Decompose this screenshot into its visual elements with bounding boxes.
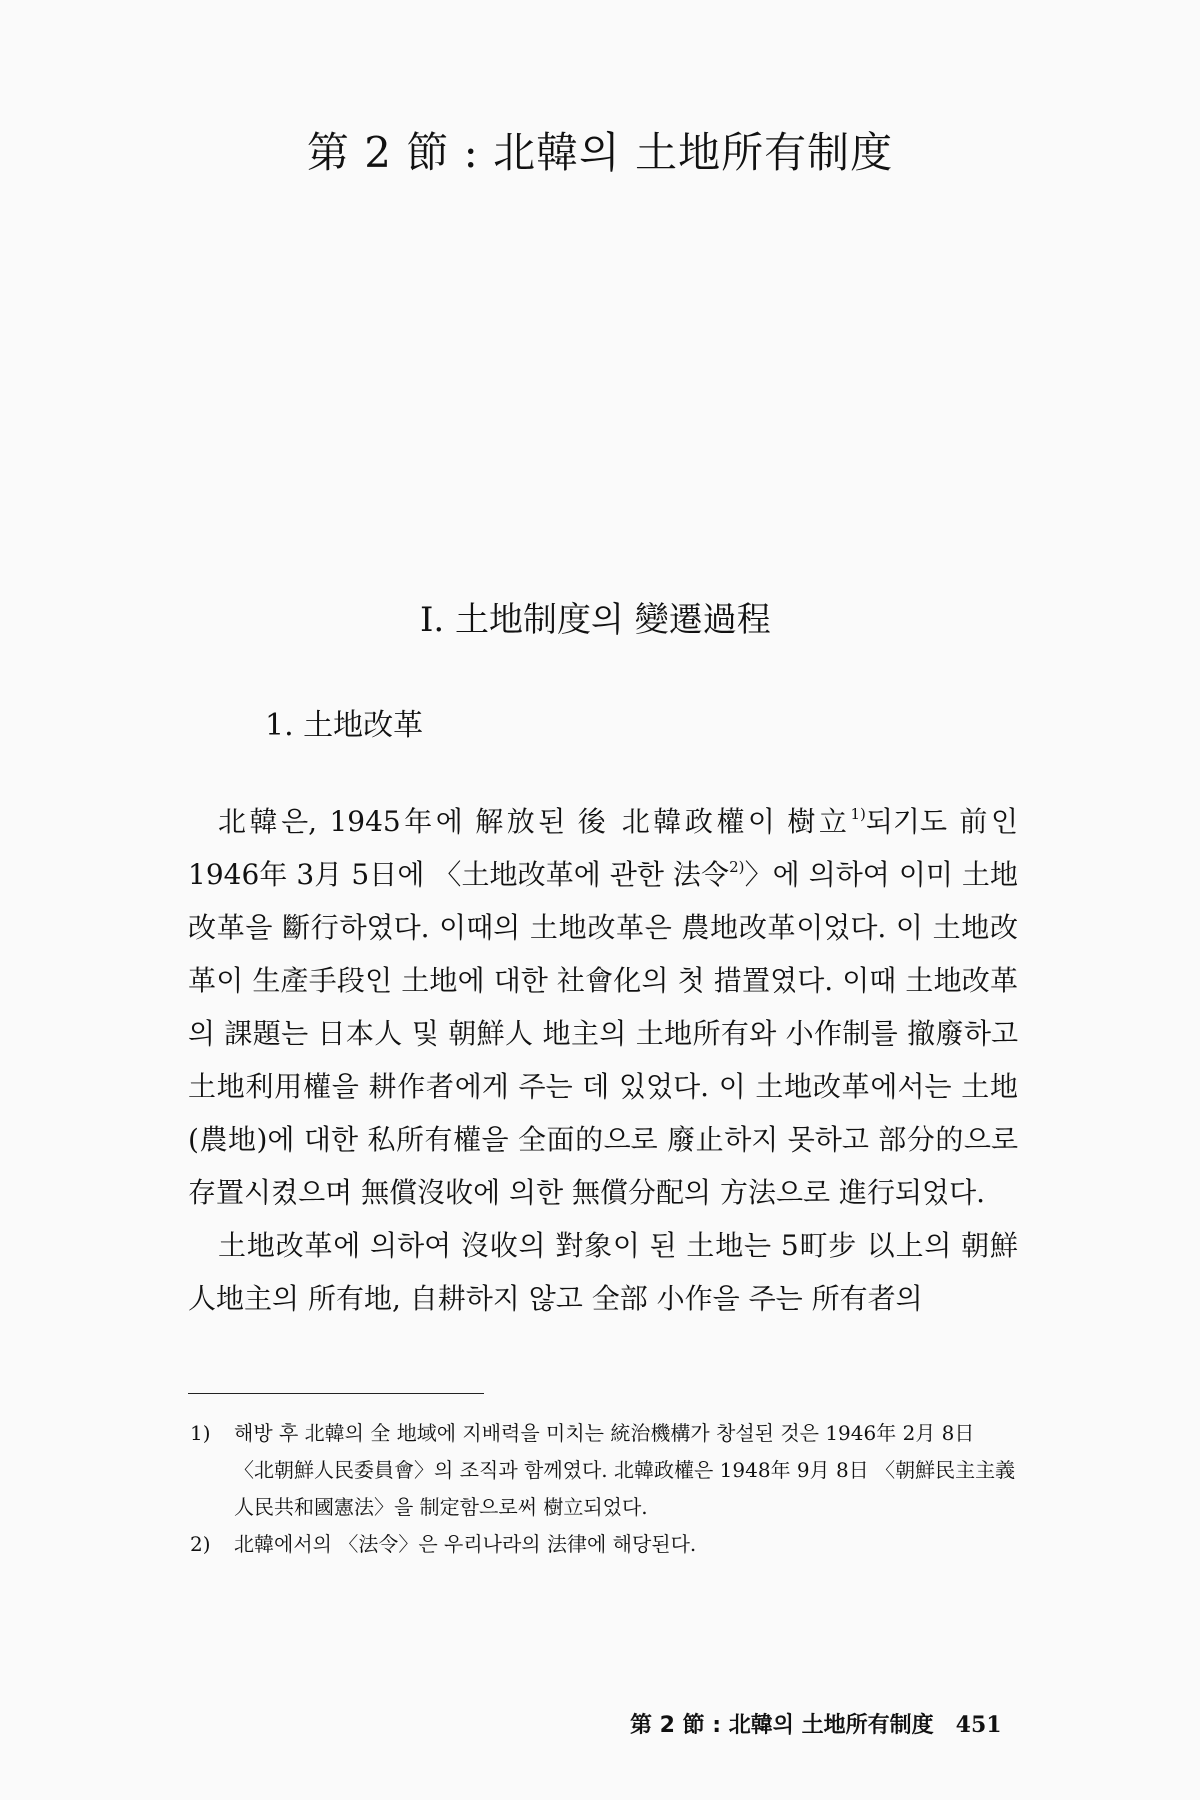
footnote-number: 2): [190, 1532, 211, 1556]
footnote-number: 1): [190, 1421, 211, 1445]
paragraph: 土地改革에 의하여 沒收의 對象이 된 土地는 5町步 以上의 朝鮮人地主의 所有地, 自耕하지 않고 全部 小作을 주는 所有者의: [188, 1229, 1018, 1315]
footnote-ref-2: 2): [729, 858, 745, 876]
sub-heading: 1. 土地改革: [265, 708, 424, 743]
page-footer: [630, 1708, 1002, 1739]
paragraph: [188, 795, 1018, 1219]
section-title: 第 2 節 : 北韓의 土地所有制度: [306, 128, 894, 177]
body-text: [188, 795, 1018, 1325]
footnote-text: 해방 후 北韓의 全 地域에 지배력을 미치는 統治機構가 창설된 것은 1946年 2月 8日 〈北朝鮮人民委員會〉의 조직과 함께였다. 北韓政權은 1948年 9月 8日 〈朝鮮民主主義人民共和國憲法〉을 制定함으로써 樹立되었다.: [234, 1421, 1016, 1519]
paragraph-text: 〉에 의하여 이미 土地改革을 斷行하였다. 이때의 土地改革은 農地改革이었다. 이 土地改革이 生產手段인 土地에 대한 社會化의 첫 措置였다. 이때 土地改革의 課題는 日本人 및 朝鮮人 地主의 土地所有와 小作制를 撤廢하고 土地利用權을 耕作者에게 주는 데 있었다. 이 土地改革에서는 土地(農地)에 대한 私所有權을 全面的으로 廢止하지 못하고 部分的으로 存置시켰으며 無償沒收에 의한 無償分配의 方法으로 進行되었다.: [188, 858, 1018, 1209]
footnote-ref-1: 1): [850, 805, 866, 823]
running-title: 第 2 節 : 北韓의 土地所有制度: [630, 1713, 934, 1738]
footnote-2: [188, 1526, 1018, 1563]
footnote-text: 北韓에서의 〈法令〉은 우리나라의 法律에 해당된다.: [234, 1532, 697, 1556]
footnotes: [188, 1415, 1018, 1563]
footnote-1: [188, 1415, 1018, 1526]
paragraph-text: 北韓은, 1945年에 解放된 後 北韓政權이 樹立: [218, 805, 851, 838]
paragraph-text: 되기도 前인 1946年 3月 5日에 〈土地改革에 관한 法令: [188, 805, 1019, 891]
page-number: 451: [955, 1712, 1002, 1738]
chapter-heading: Ⅰ. 土地制度의 變遷過程: [420, 600, 771, 640]
footnote-separator: [188, 1393, 484, 1394]
